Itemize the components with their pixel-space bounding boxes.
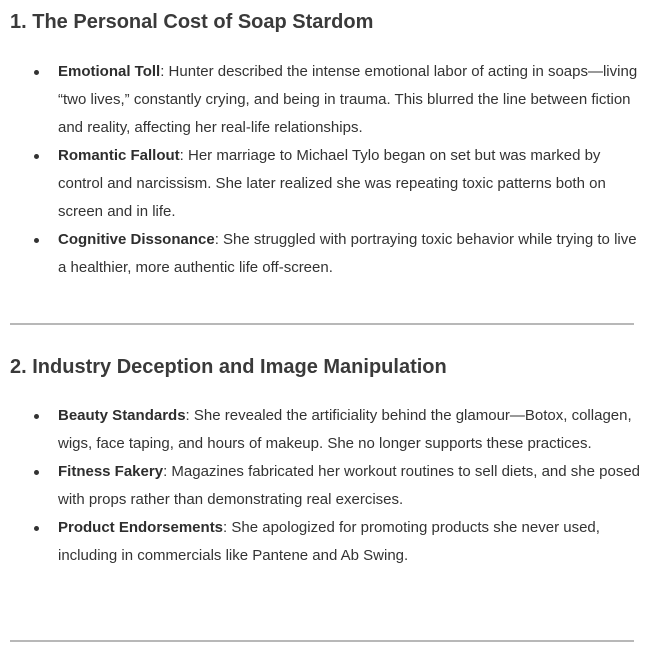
- term-label: Beauty Standards: [58, 407, 186, 424]
- list-item: [0, 402, 640, 458]
- list-item: [0, 458, 640, 514]
- term-label: Romantic Fallout: [58, 147, 180, 164]
- section-divider: [10, 640, 634, 642]
- bullet-icon: [34, 526, 39, 531]
- bullet-icon: [34, 70, 39, 75]
- list-item: [0, 226, 640, 282]
- section-1-list: [0, 58, 640, 282]
- bullet-icon: [34, 154, 39, 159]
- term-description: : Hunter described the intense emotional labor of acting in soaps—living “two lives,” constantly crying, and being in trauma. This blurred the line between fiction and reality, affecting her real-life relationships.: [58, 63, 638, 136]
- term-description: : She struggled with portraying toxic behavior while trying to live a healthier, more authentic life off-screen.: [58, 231, 637, 276]
- section-divider: [10, 323, 634, 325]
- term-description: : Her marriage to Michael Tylo began on set but was marked by control and narcissism. She later realized she was repeating toxic patterns both on screen and in life.: [58, 147, 606, 220]
- term-label: Emotional Toll: [58, 63, 161, 80]
- bullet-icon: [34, 414, 39, 419]
- bullet-icon: [34, 470, 39, 475]
- term-description: : She apologized for promoting products she never used, including in commercials like Pantene and Ab Swing.: [58, 519, 600, 564]
- section-2-heading: 2. Industry Deception and Image Manipulation: [10, 356, 447, 378]
- list-item: [0, 514, 640, 570]
- section-1-heading: 1. The Personal Cost of Soap Stardom: [10, 11, 374, 33]
- term-label: Product Endorsements: [58, 519, 224, 536]
- bullet-icon: [34, 238, 39, 243]
- term-description: : Magazines fabricated her workout routines to sell diets, and she posed with props rather than demonstrating real exercises.: [58, 463, 641, 508]
- list-item: [0, 142, 640, 226]
- term-description: : She revealed the artificiality behind the glamour—Botox, collagen, wigs, face taping, and hours of makeup. She no longer supports these practices.: [58, 407, 632, 452]
- section-2-list: [0, 402, 640, 570]
- list-item: [0, 58, 640, 142]
- term-label: Fitness Fakery: [58, 463, 164, 480]
- term-label: Cognitive Dissonance: [58, 231, 215, 248]
